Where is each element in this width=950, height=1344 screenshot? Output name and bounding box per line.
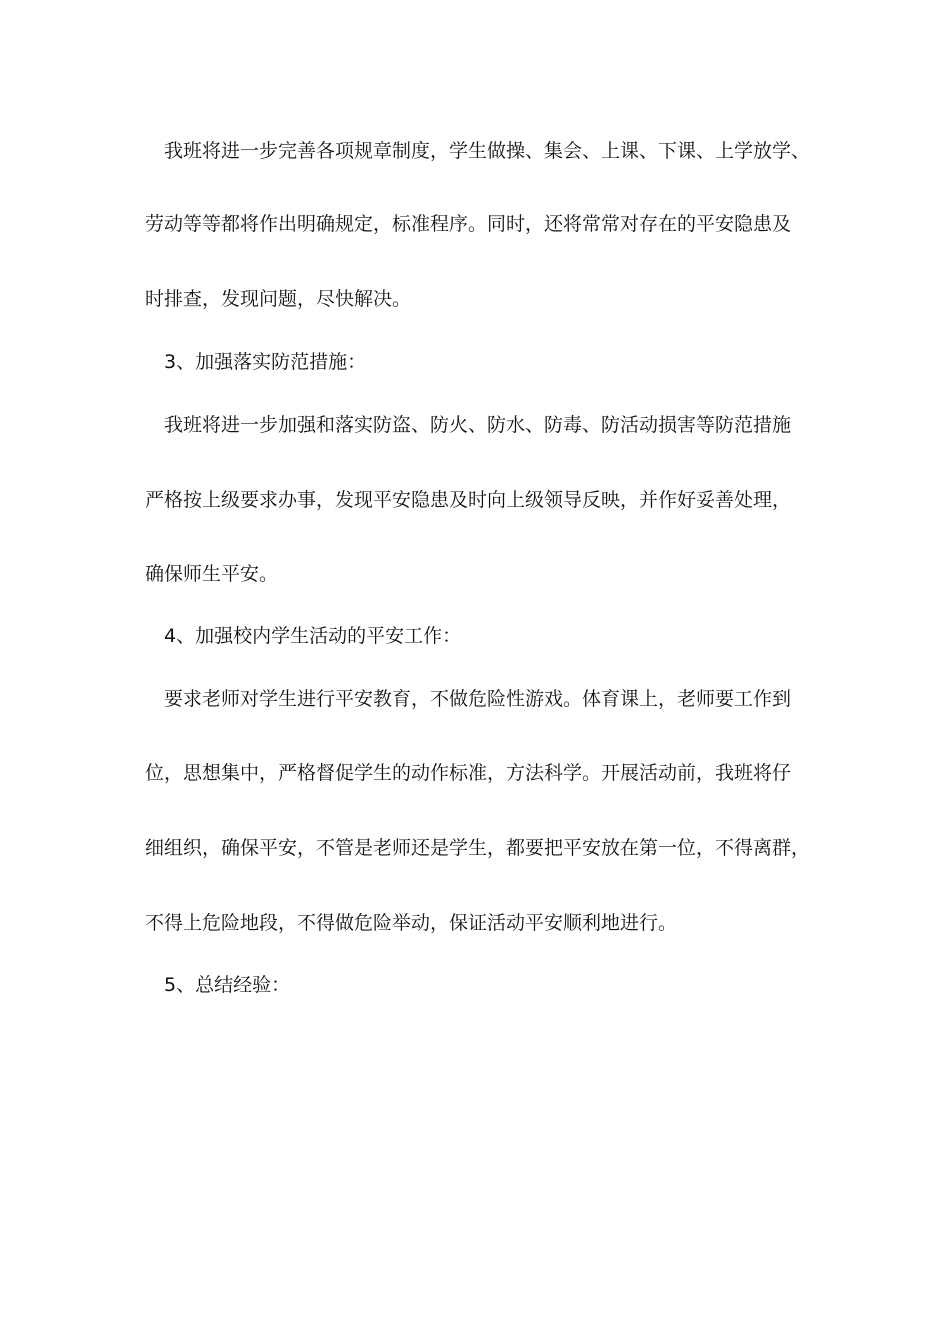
paragraph-line: 严格按上级要求办事，发现平安隐患及时向上级领导反映，并作好妥善处理， — [145, 489, 792, 511]
paragraph-line: 细组织，确保平安，不管是老师还是学生，都要把平安放在第一位，不得离群， — [145, 837, 811, 859]
paragraph-line: 位，思想集中，严格督促学生的动作标准，方法科学。开展活动前，我班将仔 — [145, 762, 792, 784]
section-heading: 4、加强校内学生活动的平安工作： — [164, 625, 462, 647]
section-heading: 5、总结经验： — [164, 974, 291, 996]
paragraph-line: 我班将进一步完善各项规章制度，学生做操、集会、上课、下课、上学放学、 — [164, 140, 811, 162]
paragraph-line: 要求老师对学生进行平安教育，不做危险性游戏。体育课上，老师要工作到 — [164, 688, 792, 710]
paragraph-line: 确保师生平安。 — [145, 563, 279, 585]
paragraph-line: 不得上危险地段，不得做危险举动，保证活动平安顺利地进行。 — [145, 912, 678, 934]
paragraph-line: 劳动等等都将作出明确规定，标准程序。同时，还将常常对存在的平安隐患及 — [145, 213, 792, 235]
paragraph-line: 我班将进一步加强和落实防盗、防火、防水、防毒、防活动损害等防范措施 — [164, 414, 792, 436]
section-heading: 3、加强落实防范措施： — [164, 351, 367, 373]
paragraph-line: 时排查，发现问题，尽快解决。 — [145, 288, 412, 310]
